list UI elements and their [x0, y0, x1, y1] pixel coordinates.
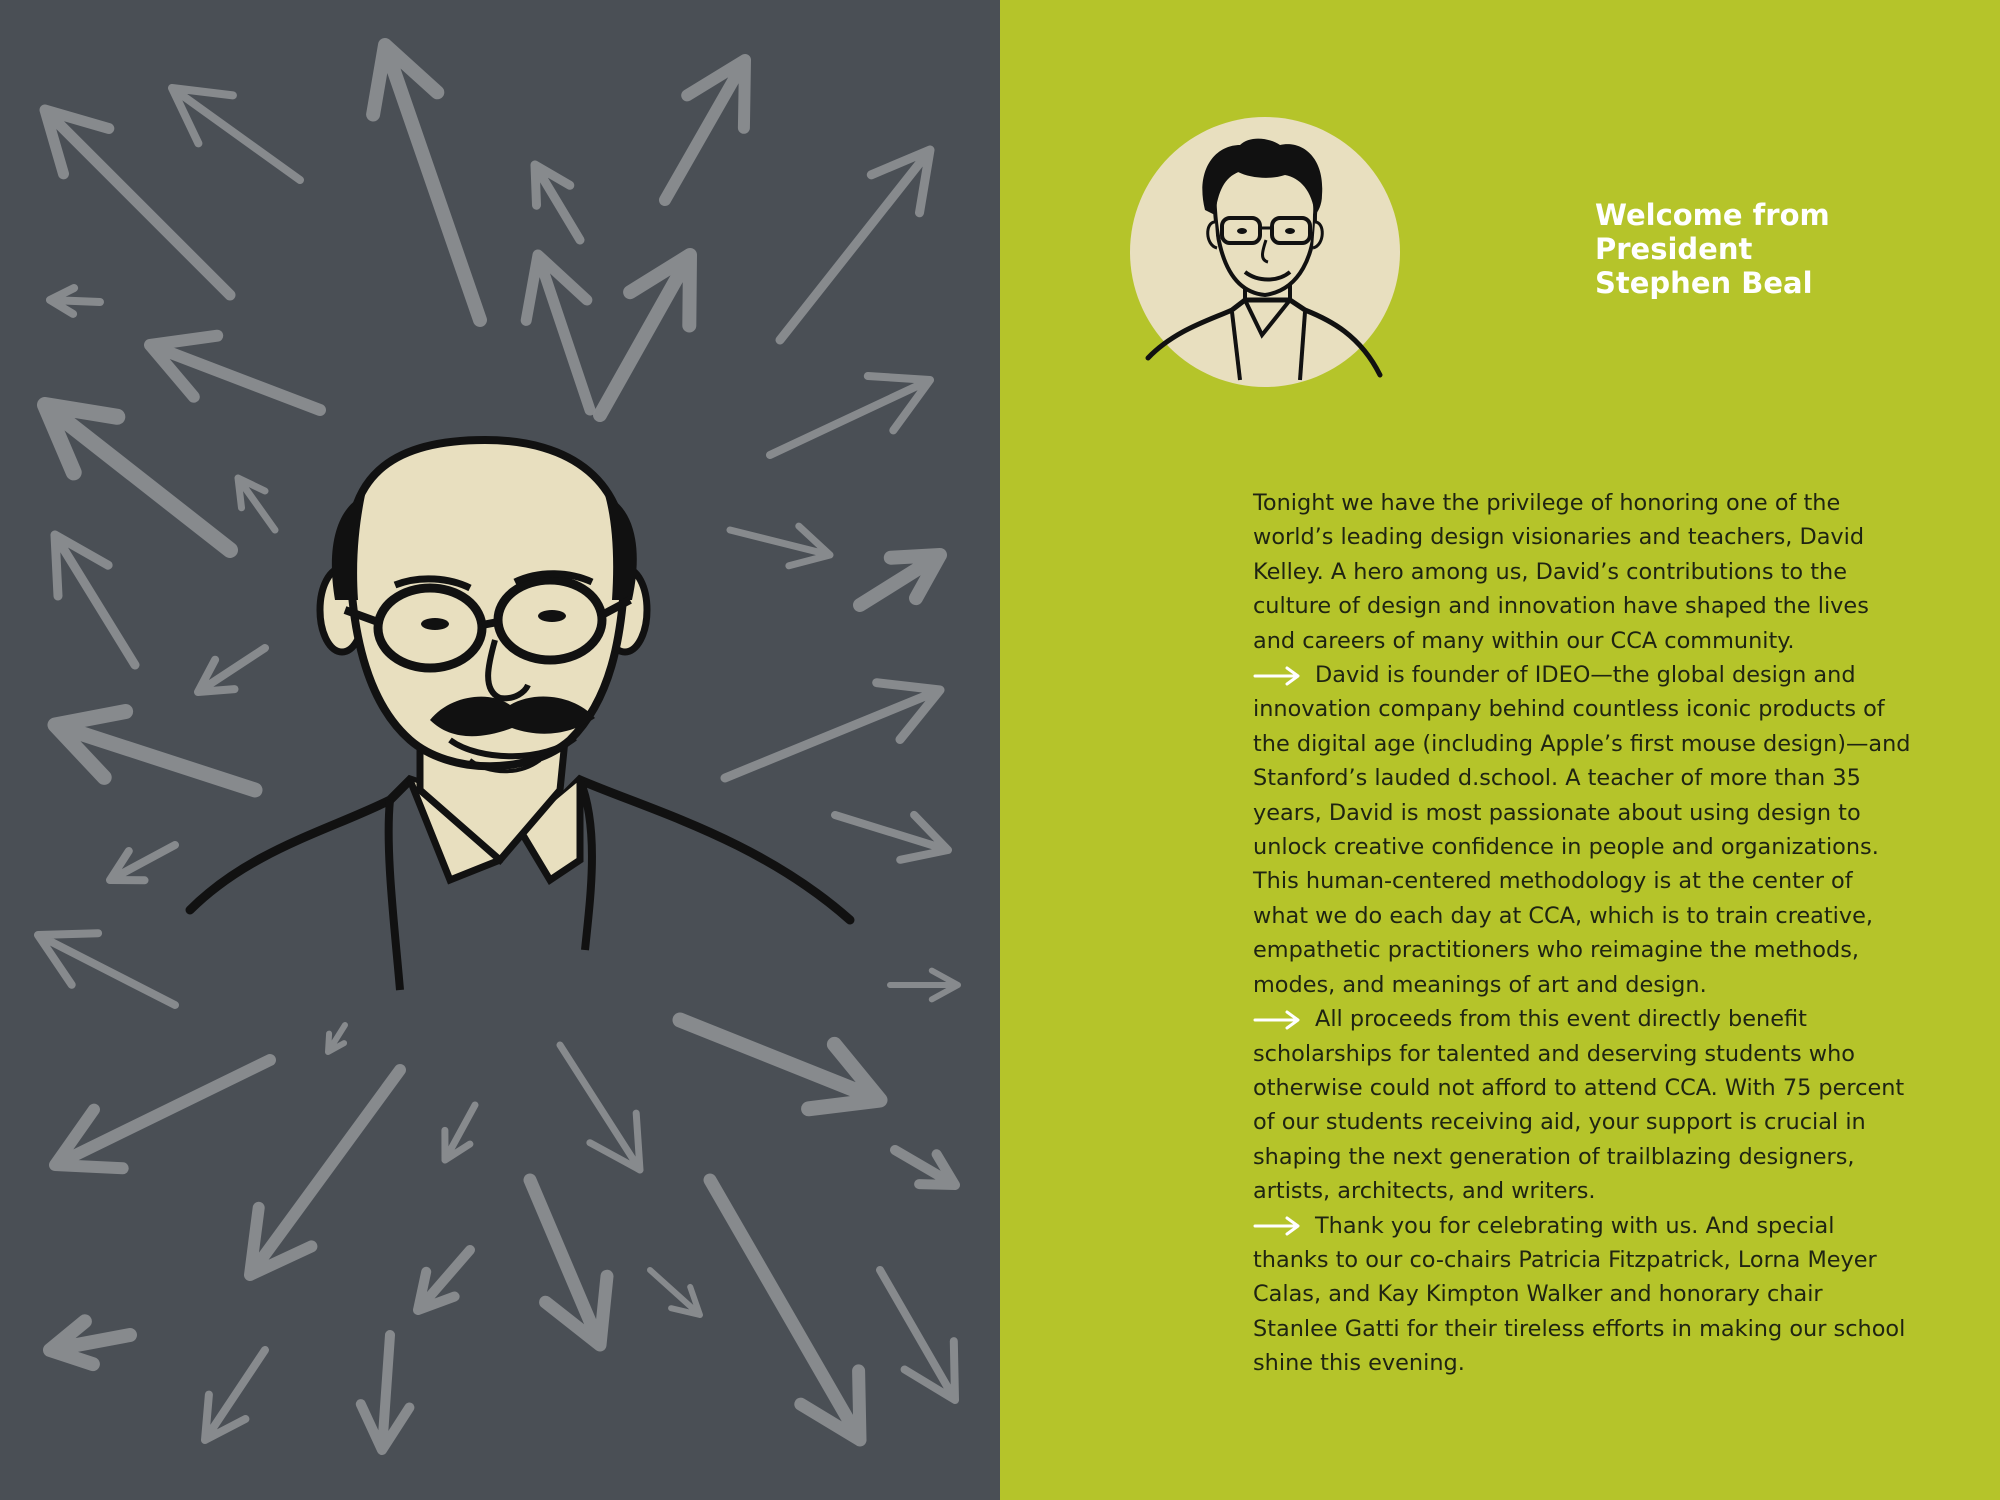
arrow-icon: [725, 683, 940, 778]
arrow-icon: [198, 648, 265, 692]
paragraph: [1253, 486, 1913, 658]
arrow-icon: [650, 1270, 700, 1315]
arrow-icon: [530, 1180, 607, 1345]
arrow-icon: [50, 288, 100, 314]
arrow-icon: [55, 1060, 270, 1168]
arrow-icon: [890, 971, 958, 1000]
heading-line: Welcome from: [1595, 198, 1830, 232]
arrow-icon: [600, 255, 690, 415]
paragraph-text: Thank you for celebrating with us. And special thanks to our co-chairs Patricia Fitzpatrick, Lorna Meyer Calas, and Kay Kimpton Walker and honorary chair Stanlee Gatti for their tireless efforts in making our school shine this evening.: [1253, 1212, 1906, 1377]
arrow-icon: [560, 1045, 640, 1170]
arrow-icon: [373, 45, 480, 320]
arrow-icon: [50, 1321, 130, 1364]
page-heading: [1595, 198, 1915, 300]
welcome-letter: [1253, 486, 1913, 1381]
arrow-icon: [418, 1250, 470, 1310]
arrow-icon: [150, 336, 320, 410]
arrow-icon: [665, 60, 745, 200]
arrow-icon: [526, 255, 590, 410]
arrow-icon: [535, 165, 580, 240]
arrow-icon: [730, 526, 830, 566]
arrow-icon: [38, 933, 175, 1005]
arrow-icon: [205, 1350, 265, 1440]
right-arrow-icon: [1253, 1209, 1315, 1243]
paragraph: [1253, 1209, 1913, 1381]
right-arrow-icon: [1253, 658, 1315, 692]
arrow-icon: [880, 1270, 955, 1400]
arrow-icon: [835, 815, 948, 860]
arrow-icon: [110, 845, 175, 880]
arrow-icon: [250, 1070, 400, 1275]
right-page: [1000, 0, 2000, 1500]
david-portrait: [190, 440, 850, 990]
arrow-icon: [238, 478, 275, 530]
arrow-icon: [55, 535, 135, 665]
heading-line: Stephen Beal: [1595, 266, 1813, 300]
arrow-icon: [680, 1020, 880, 1109]
arrow-icon: [45, 110, 230, 295]
arrow-icon: [172, 88, 300, 180]
paragraph: [1253, 1002, 1913, 1208]
arrow-icon: [770, 376, 930, 455]
heading-line: President: [1595, 232, 1753, 266]
paragraph: [1253, 658, 1913, 1002]
arrow-icon: [710, 1180, 860, 1440]
arrow-icon: [55, 712, 255, 791]
paragraph-text: All proceeds from this event directly benefit scholarships for talented and deserving students who otherwise could not afford to attend CCA. With 75 percent of our students receiving aid, your support is crucial in shaping the next generation of trailblazing designers, artists, architects, and writers.: [1253, 1006, 1905, 1205]
arrow-icon: [445, 1105, 475, 1160]
arrow-icon: [45, 405, 230, 550]
arrow-icon: [780, 150, 930, 340]
arrow-icon: [895, 1150, 955, 1185]
arrow-icon: [361, 1335, 410, 1450]
arrow-icon: [328, 1025, 345, 1052]
paragraph-text: Tonight we have the privilege of honoring one of the world’s leading design visionaries and teachers, David Kelley. A hero among us, David’s contributions to the culture of design and innovation have shaped the lives and careers of many within our CCA community.: [1253, 490, 1869, 654]
right-arrow-icon: [1253, 1002, 1315, 1036]
paragraph-text: David is founder of IDEO—the global design and innovation company behind countless iconic products of the digital age (including Apple’s first mouse design)—and Stanford’s lauded d.school. A teacher of more than 35 years, David is most passionate about using design to unlock creative confidence in people and organizations. This human-centered methodology is at the center of what we do each day at CCA, which is to train creative, empathetic practitioners who reimagine the methods, modes, and meanings of art and design.: [1253, 662, 1911, 998]
arrow-icon: [860, 555, 940, 605]
